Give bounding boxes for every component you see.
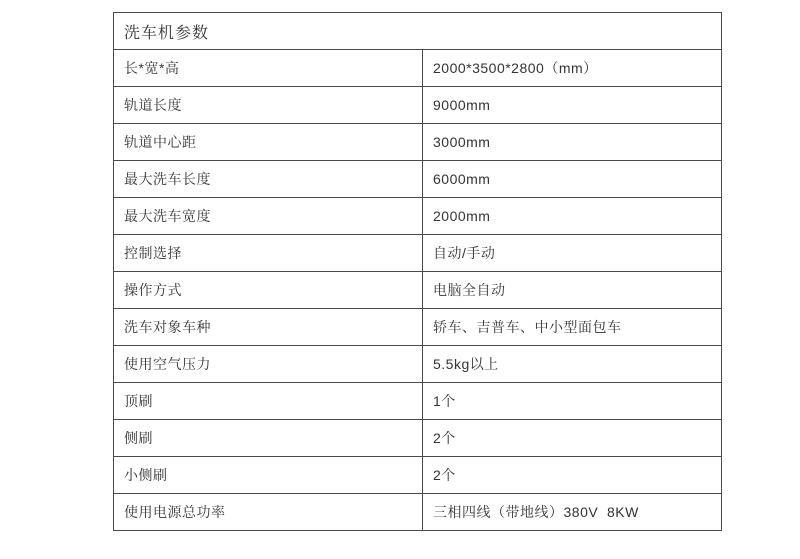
param-value: 2000*3500*2800（mm）	[422, 50, 721, 86]
table-title: 洗车机参数	[124, 24, 210, 42]
param-label: 使用空气压力	[124, 356, 211, 372]
param-value: 轿车、吉普车、中小型面包车	[422, 309, 721, 345]
param-value: 1个	[422, 383, 721, 419]
spec-table	[113, 12, 722, 531]
param-value: 2000mm	[422, 198, 721, 234]
param-value: 5.5kg以上	[422, 346, 721, 382]
table-row	[114, 86, 721, 123]
table-row	[114, 419, 721, 456]
param-label: 最大洗车长度	[124, 171, 211, 187]
param-value: 电脑全自动	[422, 272, 721, 308]
table-row	[114, 234, 721, 271]
param-label: 洗车对象车种	[124, 319, 211, 335]
param-label: 长*宽*高	[124, 60, 180, 76]
param-value: 2个	[422, 420, 721, 456]
table-row	[114, 308, 721, 345]
table-row	[114, 456, 721, 493]
param-value: 三相四线（带地线）380V 8KW	[422, 494, 721, 530]
param-value: 2个	[422, 457, 721, 493]
table-row	[114, 123, 721, 160]
param-value: 9000mm	[422, 87, 721, 123]
table-row	[114, 197, 721, 234]
table-row	[114, 382, 721, 419]
param-label: 轨道长度	[124, 97, 182, 113]
param-label: 小侧刷	[124, 467, 168, 483]
param-value: 3000mm	[422, 124, 721, 160]
table-row	[114, 271, 721, 308]
param-label: 控制选择	[124, 245, 182, 261]
param-label: 使用电源总功率	[124, 504, 226, 520]
table-row	[114, 345, 721, 382]
table-title-row	[114, 13, 721, 49]
table-row	[114, 49, 721, 86]
param-value: 6000mm	[422, 161, 721, 197]
param-value: 自动/手动	[422, 235, 721, 271]
param-label: 轨道中心距	[124, 134, 197, 150]
table-row	[114, 160, 721, 197]
param-label: 侧刷	[124, 430, 153, 446]
table-row	[114, 493, 721, 530]
param-label: 顶刷	[124, 393, 153, 409]
param-label: 最大洗车宽度	[124, 208, 211, 224]
param-label: 操作方式	[124, 282, 182, 298]
